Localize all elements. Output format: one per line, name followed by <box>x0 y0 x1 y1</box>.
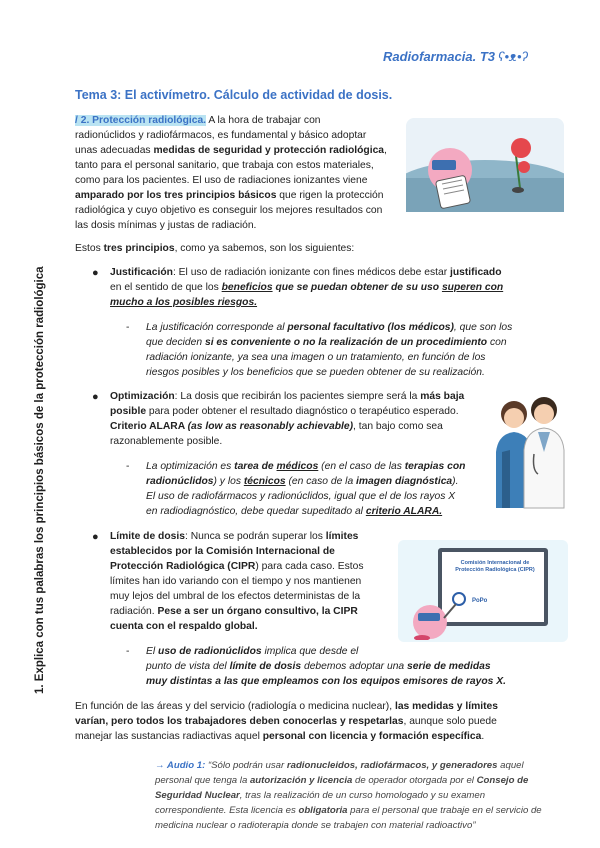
opt-line-4: razonablemente posible. <box>110 436 223 447</box>
quote-line-4: correspondiente. Esta licencia es obligatoria para el personal que trabaje en el servicio de <box>155 805 542 816</box>
dash-marker: - <box>126 646 130 657</box>
principles-intro: Estos tres principios, como ya sabemos, son los siguientes: <box>75 243 355 254</box>
just-line-2: en el sentido de que los beneficios que se puedan obtener de su uso superen con <box>110 282 504 293</box>
page-title: Tema 3: El activímetro. Cálculo de actividad de dosis. <box>75 88 393 102</box>
quote-line-5: medicina nuclear o radioterapia donde se trabajen con material radioactivo” <box>155 820 476 831</box>
opt-sub-2: radionúclidos) y los técnicos (en caso de la imagen diagnóstica). <box>146 476 459 487</box>
intro-line-6: amparado por los tres principios básicos que rigen la protección <box>75 190 384 201</box>
course-header <box>383 50 528 64</box>
quote-line-3: Seguridad Nuclear, tras la realización de un curso homologado y su examen <box>155 790 486 801</box>
opt-line-2: posible para poder obtener el resultado diagnóstico o terapéutico esperado. <box>110 406 459 417</box>
lim-line-2: establecidos por la Comisión Internacional de <box>110 546 335 557</box>
intro-line-3: unas adecuadas medidas de seguridad y protección radiológica, <box>75 145 387 156</box>
just-sub-3: radiación ionizante, ya sea una imagen o un tratamiento, en función de los <box>146 352 486 363</box>
quote-line-2: personal que tenga la autorización y licencia de operador otorgada por el Consejo de <box>155 775 529 786</box>
quote-line-1: → Audio 1: “Sólo podrán usar radionucleidos, radiofármacos, y generadores aquel <box>155 760 524 771</box>
just-sub-2: que deciden si es conveniente o no la realización de un procedimiento con <box>146 337 507 348</box>
whiteboard-illustration <box>398 540 568 642</box>
lim-line-7: cuenta con el respaldo global. <box>110 621 258 632</box>
whiteboard-brand: PoPo <box>472 598 488 604</box>
lim-sub-3: muy distintas a las que empleamos con los equipos emisores de rayos X. <box>146 676 506 687</box>
dash-marker: - <box>126 322 130 333</box>
intro-line-7: radiológica y cuyo objetivo es conseguir los mejores resultados con <box>75 205 383 216</box>
just-line-3: mucho a los posibles riesgos. <box>110 297 258 308</box>
opt-line-1: Optimización: La dosis que recibirán los pacientes siempre será la más baja <box>110 391 465 402</box>
intro-line-4: tanto para el personal sanitario, que trabaja con estos materiales, <box>75 160 374 171</box>
audio-quote <box>155 758 565 833</box>
opt-sub-4: en radiodiagnóstico, debe quedar supeditado al criterio ALARA. <box>146 506 443 517</box>
bullet-dot: ● <box>92 391 99 403</box>
closing-line-2: varían, pero todos los trabajadores deben conocerlas y respetarlas, aunque solo puede <box>75 716 497 727</box>
just-line-1: Justificación: El uso de radiación ionizante con fines médicos debe estar justificado <box>110 267 502 278</box>
doctors-illustration <box>488 392 570 510</box>
kaomoji: ʕ•ᴥ•ʔ <box>498 49 528 64</box>
just-sub-4: riesgos posibles y los beneficios que se pueden obtener de su realización. <box>146 367 485 378</box>
lim-line-4: límites han ido variando con el tiempo y nos mantienen <box>110 576 362 587</box>
just-sub-1: La justificación corresponde al personal facultativo (los médicos), que son los <box>146 322 513 333</box>
lim-sub-1: El uso de radionúclidos implica que desde el <box>146 646 359 657</box>
intro-line-8: las dosis mínimas y justas de radiación. <box>75 220 257 231</box>
bullet-dot: ● <box>92 531 99 543</box>
dash-marker: - <box>126 461 130 472</box>
lim-line-1: Límite de dosis: Nunca se podrán superar los límites <box>110 531 359 542</box>
opt-sub-1: La optimización es tarea de médicos (en el caso de las terapias con <box>146 461 466 472</box>
kirby-studying-illustration <box>406 118 564 212</box>
intro-line-1: / 2. Protección radiológica. A la hora de trabajar con <box>75 115 321 126</box>
course-title: Radiofarmacia. T3 <box>383 49 495 64</box>
lim-line-3: Protección Radiológica (CIPR) para cada caso. Estos <box>110 561 364 572</box>
opt-line-3: Criterio ALARA (as low as reasonably achievable), tan bajo como sea <box>110 421 443 432</box>
intro-line-2: radionúclidos y radiofármacos, es fundamental y básico adoptar <box>75 130 367 141</box>
whiteboard-title: Comisión Internacional de Protección Radiológica (CIPR) <box>455 560 535 573</box>
intro-line-5: como para los pacientes. El uso de radiaciones ionizantes viene <box>75 175 368 186</box>
lim-line-6: radiación. Pese a ser un órgano consultivo, la CIPR <box>110 606 358 617</box>
kirby-teacher-icon <box>406 598 456 640</box>
section-heading: / 2. Protección radiológica. <box>75 115 207 126</box>
lim-line-5: muy lejos del umbral de los efectos deterministas de la <box>110 591 361 602</box>
closing-line-1: En función de las áreas y del servicio (radiología o medicina nuclear), las medidas y límites <box>75 701 498 712</box>
side-question: 1. Explica con tus palabras los principios básicos de la protección radiológica <box>34 266 46 694</box>
opt-sub-3: El uso de radiofármacos y radionúclidos, igual que el de los rayos X <box>146 491 456 502</box>
lim-sub-2: punto de vista del límite de dosis debemos adoptar una serie de medidas <box>146 661 491 672</box>
closing-line-3: manejar las sustancias radiactivas aquel personal con licencia y formación específica. <box>75 731 485 742</box>
bullet-dot: ● <box>92 267 99 279</box>
